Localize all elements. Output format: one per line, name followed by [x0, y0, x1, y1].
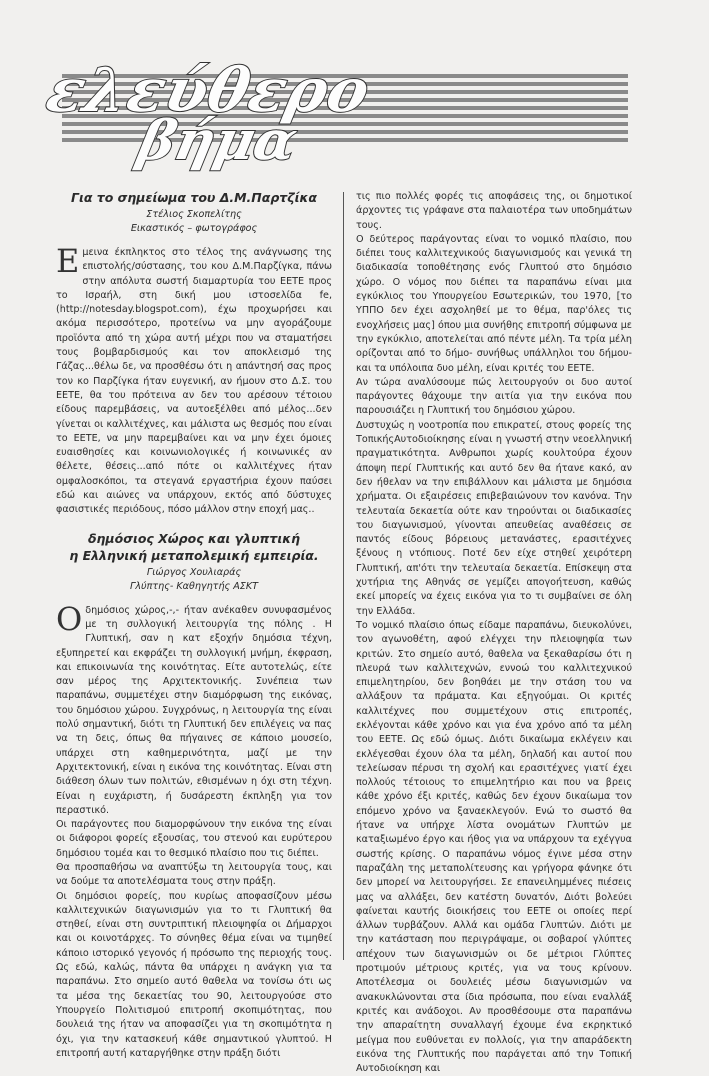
article1-body — [56, 242, 332, 518]
article2-title-line2: η Ελληνική μεταπολεμική εμπειρία. — [69, 547, 319, 563]
article2-author: Γιώργος Χουλιαράς — [146, 566, 242, 578]
article2-paragraph-3: Θα προσπαθήσω να αναπτύξω τη λειτουργία τους, και να δούμε τα αποτελέσματα τους στην πράξη. — [56, 861, 332, 888]
article2-paragraph-5: τις πιο πολλές φορές τις αποφάσεις της, οι δημοτικοί άρχοντες τις γράφανε στα παλαιοτέρα των υποδημάτων τους. — [356, 191, 632, 231]
right-column — [356, 190, 632, 1076]
article2-body-left — [56, 599, 332, 1062]
masthead-logo-line1: ελεύθερο — [40, 56, 377, 126]
masthead-logo-line2: βήμα — [133, 108, 304, 172]
article2-title-line1: δημόσιος Χώρος και γλυπτική — [87, 530, 301, 546]
article1-role: Εικαστικός – φωτογράφος — [130, 223, 258, 234]
article2-paragraph-1: δημόσιος χώρος,-,- ήταν ανέκαθεν συνυφασμένος με τη συλλογική λειτουργία της πόλης . Η Γλυπτική, σαν η κατ εξοχήν δημόσια τέχνη, εξυπηρετεί και εκφράζει τη συλλογική μνήμη, έκφραση, και επικοινωνία της κοινότητας. Είτε αυτοτελώς, είτε σαν μέρος της Αρχιτεκτονικής. Συνέπεια των παραπάνω, συμμετέχει στην διαμόρφωση της εικόνας, του δημόσιου χώρου. Συγχρόνως, η λειτουργία της είναι πολύ σημαντική, διότι τη Γλυπτική δεν επιλέγεις να πας να τη δεις, όπως θα πήγαινες σε κάποιο μουσείο, υπάρχει στη καθημερινότητα, μαζί με την Αρχιτεκτονική, είναι η εικόνα της κοινότητας. Είναι στη διάθεση όλων των πολιτών, εθισμένων η όχι στη τέχνη. Είναι η ευχάριστη, ή δυσάρεστη έκπληξη για τον περαστικό. — [56, 604, 332, 816]
column-divider — [343, 192, 344, 960]
article1-dropcap: Ε — [56, 242, 80, 280]
article2-paragraph-9: Το νομικό πλαίσιο όπως είδαμε παραπάνω, διευκολύνει, τον αγωνοθέτη, αφού ελέγχει την πλειοψηφία των κριτών. Στο σημείο αυτό, θαθελα να ξεκαθαρίσω ότι η πλευρά των καλλιτεχνών, εννοώ του καλλιτεχνικού επιμελητηρίου, δεν βοηθάει με την στάση του να αλλάξουν τα πράματα. Και εξηγούμαι. Οι κριτές καλλιτέχνες που συμμετέχουν στις επιτροπές, εκλέγονται κάθε χρόνο και για ένα χρόνο από τα μέλη του ΕΕΤΕ. Ως εδώ όμως. Διότι δικαίωμα εκλέγειν και εκλέγεσθαι έχουν όλα τα μέλη, δηλαδή και αυτοί που τελείωσαν πέρυσι τη σχολή και ερασιτέχνες γιατί έχει πολλούς τέτοιους το επιμελητήριο και που να βρεις κάθε χρόνο έξι κριτές, καθώς δεν έχουν δικαίωμα τον επόμενο χρόνο να ξαναεκλεγούν. Ενώ το σωστό θα ήτανε να υπήρχε λίστα ονομάτων Γλυπτών με καταξιωμένο έργο και ήθος για να υπάρχουν τα εχέγγυα σωστής κρίσης. Ο παραπάνω νόμος έγινε μέσα στην παραζάλη της μεταπολίτευσης και γρήγορα φάνηκε ότι δεν μπορεί να λειτουργήσει. Σε επανειλημμένες πιέσεις μας να αλλάξει, δεν κατέστη δυνατόν, Διότι βολεύει φαίνεται καυτής διοικήσεις του ΕΕΤΕ οι οποίες περί άλλων τυρβάζουν. Αλλά και ομάδα Γλυπτών. Διότι με την κατάσταση που περιγράψαμε, οι σοβαροί γλύπτες απέχουν των διαγωνισμών οι δε μέτριοι Γλύπτες προτιμούν μέτριους κριτές, για να τους κρίνουν. Αποτέλεσμα οι δουλειές μέσω διαγωνισμών να ανακυκλώνονται στα ίδια πρόσωπα, που είναι εναλλάξ κριτές και ανάδοχοι. Αν προσθέσουμε στα παραπάνω την απαραίτητη συναλλαγή έχουμε ένα εκρηκτικό μείγμα που ευθύνεται εν πολλοίς, για την απαράδεκτη εικόνα της Γλυπτικής που παράγεται από την Τοπική Αυτοδιοίκηση και — [356, 619, 632, 1075]
article2-paragraph-6: Ο δεύτερος παράγοντας είναι το νομικό πλαίσιο, που διέπει τους καλλιτεχνικούς διαγωνισμούς και γενικά τη διαδικασία τοποθέτησης ενός Γλυπτού στο δημόσιο χώρο. Ο νόμος που διέπει τα παραπάνω είναι μια εγκύκλιος του Υπουργείου Εσωτερικών, του 1970, [το ΥΠΠΟ δεν έχει ασχοληθεί με το θέμα, παρ'όλες τις ενοχλήσεις μας] όπου μια συνήθης επιτροπή σύμφωνα με την εγκύκλιο, αποτελείται από πέντε μέλη. Τα τρία μέλη ορίζονται από το δήμο- συνήθως υπάλληλοι του δήμου- και τα υπόλοιπα δυο μέλη, είναι κριτές του ΕΕΤΕ. — [356, 233, 632, 374]
article1-text: μεινα έκπληκτος στο τέλος της ανάγνωσης της επιστολής/σύστασης, του κου Δ.Μ.Παρζίγκα, πάνω στην απόλυτα σωστή διαμαρτυρία του ΕΕΤΕ προς το Ισραήλ, στη δική μου ιστοσελίδα fe, (http://notesday.blogspot.com), έχω προχωρήσει και ακόμα περισσότερο, προτείνω να μην αγοράζουμε προϊόντα από τη χώρα αυτή μέχρι που να σταματήσει τους βομβαρδισμούς και τον αποκλεισμό της Γάζας...θέλω δε, να προσθέσω ότι η απάντησή σας προς τον κο Παρζίγκα ήταν ευγενική, αν ήμουν στο Δ.Σ. του ΕΕΤΕ, θα του πρότεινα αν δεν του αρέσουν τέτοιου είδους παρεμβάσεις, να αυτοεξέλθει από μέλος...δεν γίνεται οι καλλιτέχνες, και μάλιστα ως θεσμός που είναι το ΕΕΤΕ, να μην παρεμβαίνει και να μην έχει όμοιες ευαισθησίες και κοινωνιολογικές ή κοινωνικές αν θέλετε, θέσεις...από πότε οι καλλιτέχνες ήταν ομφαλοσκόποι, τα στεγανά εργαστήρια έχουν παύσει εδώ και αιώνες να υπάρχουν, εκτός από δύστυχες φασιστικές περιόδους, πόσο μάλλον στην εποχή μας.. — [56, 247, 332, 516]
masthead — [40, 52, 640, 182]
article2-paragraph-4: Οι δημόσιοι φορείς, που κυρίως αποφασίζουν μέσω καλλιτεχνικών διαγωνισμών για το τι Γλυπτική θα στηθεί, είναι στη συντριπτική πλειοψηφία οι Δήμαρχοι και οι κοινοτάρχες. Το σύνηθες θέμα είναι να τιμηθεί κάποιο ιστορικό γεγονός ή πρόσωπο της περιοχής τους. Ως εδώ, καλώς, πάντα θα υπάρχει η ανάγκη για τα παραπάνω. Στο σημείο αυτό θαθελα να τονίσω ότι ως τα μέσα της δεκαετίας του 90, λειτουργούσε στο Υπουργείο Πολιτισμού επιτροπή σκοπιμότητας, που δουλειά της ήταν να αποφασίζει για τη σκοπιμότητα η όχι, για την κατασκευή κάθε σημαντικού γλυπτού. Η επιτροπή αυτή καταργήθηκε στην πράξη διότι — [56, 890, 332, 1059]
article1-author: Στέλιος Σκοπελίτης — [146, 209, 242, 220]
article2-role: Γλύπτης- Καθηγητής ΑΣΚΤ — [130, 580, 258, 592]
left-column — [56, 190, 332, 1061]
article2-paragraph-7: Αν τώρα αναλύσουμε πώς λειτουργούν οι δυο αυτοί παράγοντες θάχουμε την αιτία για την εικόνα που παρουσιάζει η Γλυπτική του δημόσιου χώρου. — [356, 376, 632, 417]
article2-paragraph-2: Οι παράγοντες που διαμορφώνουν την εικόνα της είναι οι διάφοροι φορείς εξουσίας, του στενού και ευρύτερου δημόσιου τομέα και το θεσμικό πλαίσιο που τις διέπει. — [56, 819, 332, 859]
article2-body-right — [356, 190, 632, 1076]
article1-title: Για το σημείωμα του Δ.Μ.Παρτζίκα — [70, 190, 318, 205]
article2-paragraph-8: Δυστυχώς η νοοτροπία που επικρατεί, στους φορείς της ΤοπικήςΑυτοδιοίκησης είναι η γνωστή στην νεοελληνική πραγματικότητα. Ανθρωποι χωρίς κουλτούρα έχουν άποψη περί Γλυπτικής και αυτό δεν θα ήτανε κακό, αν δεν ήθελαν να την επιβάλλουν και μάλιστα με δημόσια χρήματα. Οι εξαιρέσεις επιβεβαιώνουν τον κανόνα. Την τελευταία δεκαετία ούτε καν τηρούνται οι διαδικασίες του διαγωνισμού, γίνονται απευθείας αναθέσεις σε παντός είδους βόρειους μετανάστες, ερασιτέχνες ξένους η ντόπιους. Ποτέ δεν είχε στηθεί χειρότερη Γλυπτική, απ'ότι την τελευταία δεκαετία. Επίσκεψη στα χυτήρια της Αθηνάς σε γεμίζει απογοήτευση, καθώς εκεί μπορείς να έχεις εικόνα για το τι συμβαίνει σε όλη την Ελλάδα. — [356, 419, 632, 617]
article2-dropcap: Ο — [56, 599, 83, 638]
